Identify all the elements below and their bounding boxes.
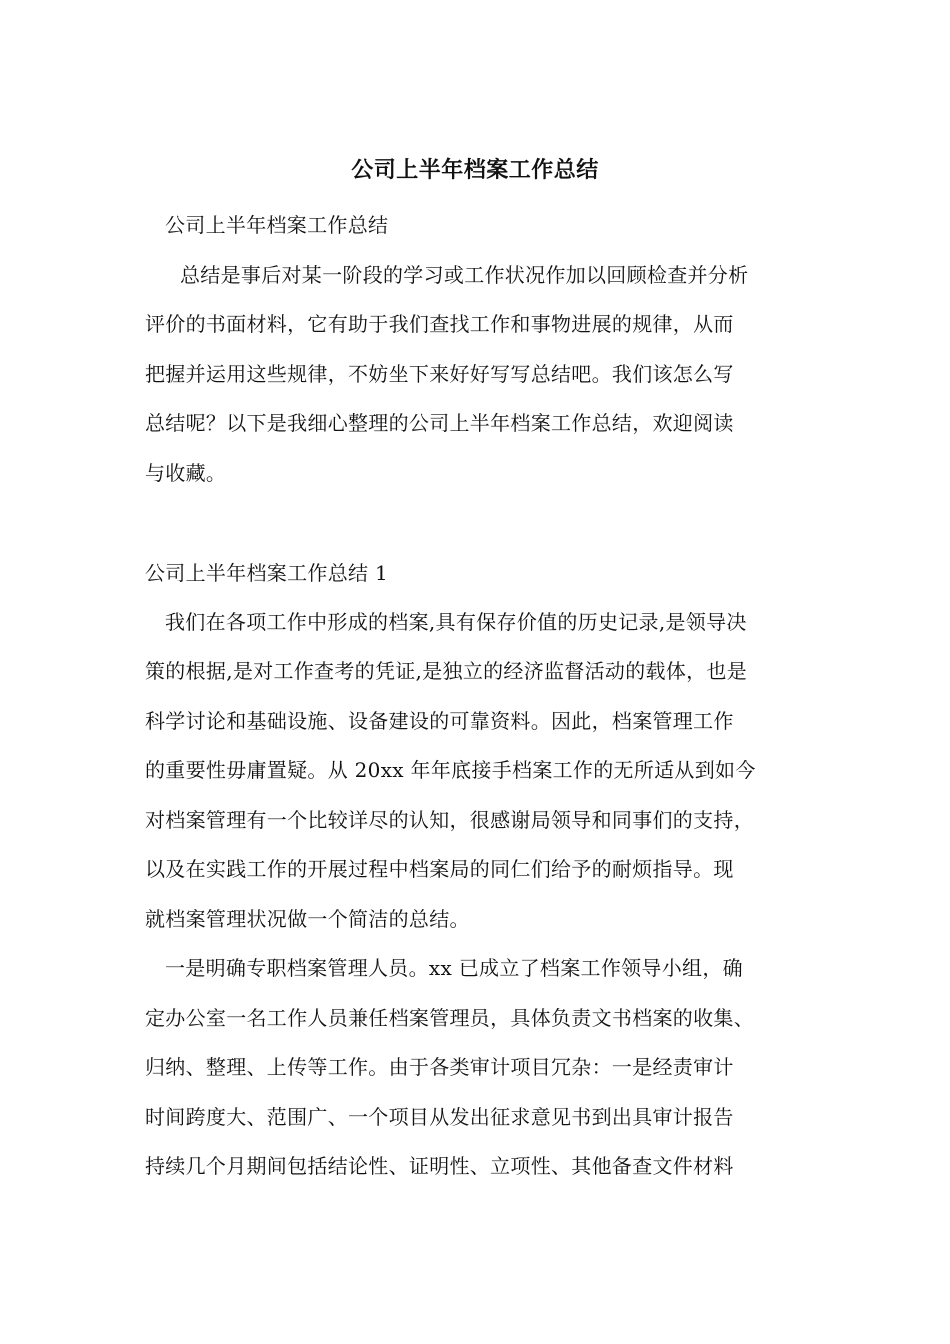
body-line: 就档案管理状况做一个简洁的总结。 xyxy=(145,907,470,931)
document-title: 公司上半年档案工作总结 xyxy=(351,157,599,183)
body-line: 一是明确专职档案管理人员。xx 已成立了档案工作领导小组，确 xyxy=(165,956,743,980)
body-line: 对档案管理有一个比较详尽的认知，很感谢局领导和同事们的支持， xyxy=(145,808,754,832)
subtitle-line: 公司上半年档案工作总结 xyxy=(165,213,389,237)
body-line: 策的根据,是对工作查考的凭证,是独立的经济监督活动的载体，也是 xyxy=(145,659,748,683)
intro-line: 把握并运用这些规律，不妨坐下来好好写写总结吧。我们该怎么写 xyxy=(145,362,734,386)
intro-line: 总结呢？以下是我细心整理的公司上半年档案工作总结，欢迎阅读 xyxy=(145,411,734,435)
section-heading: 公司上半年档案工作总结 1 xyxy=(145,561,388,585)
body-line: 科学讨论和基础设施、设备建设的可靠资料。因此，档案管理工作 xyxy=(145,709,734,733)
body-line: 归纳、整理、上传等工作。由于各类审计项目冗杂：一是经责审计 xyxy=(145,1055,734,1079)
intro-line: 与收藏。 xyxy=(145,461,227,485)
body-line: 定办公室一名工作人员兼任档案管理员，具体负责文书档案的收集、 xyxy=(145,1006,754,1030)
body-line: 我们在各项工作中形成的档案,具有保存价值的历史记录,是领导决 xyxy=(165,610,747,634)
intro-line: 总结是事后对某一阶段的学习或工作状况作加以回顾检查并分析 xyxy=(180,263,749,287)
body-line: 持续几个月期间包括结论性、证明性、立项性、其他备查文件材料 xyxy=(145,1154,734,1178)
intro-line: 评价的书面材料，它有助于我们查找工作和事物进展的规律，从而 xyxy=(145,312,734,336)
body-line: 的重要性毋庸置疑。从 20xx 年年底接手档案工作的无所适从到如今 xyxy=(145,758,756,782)
body-line: 时间跨度大、范围广、一个项目从发出征求意见书到出具审计报告 xyxy=(145,1105,734,1129)
body-line: 以及在实践工作的开展过程中档案局的同仁们给予的耐烦指导。现 xyxy=(145,857,734,881)
